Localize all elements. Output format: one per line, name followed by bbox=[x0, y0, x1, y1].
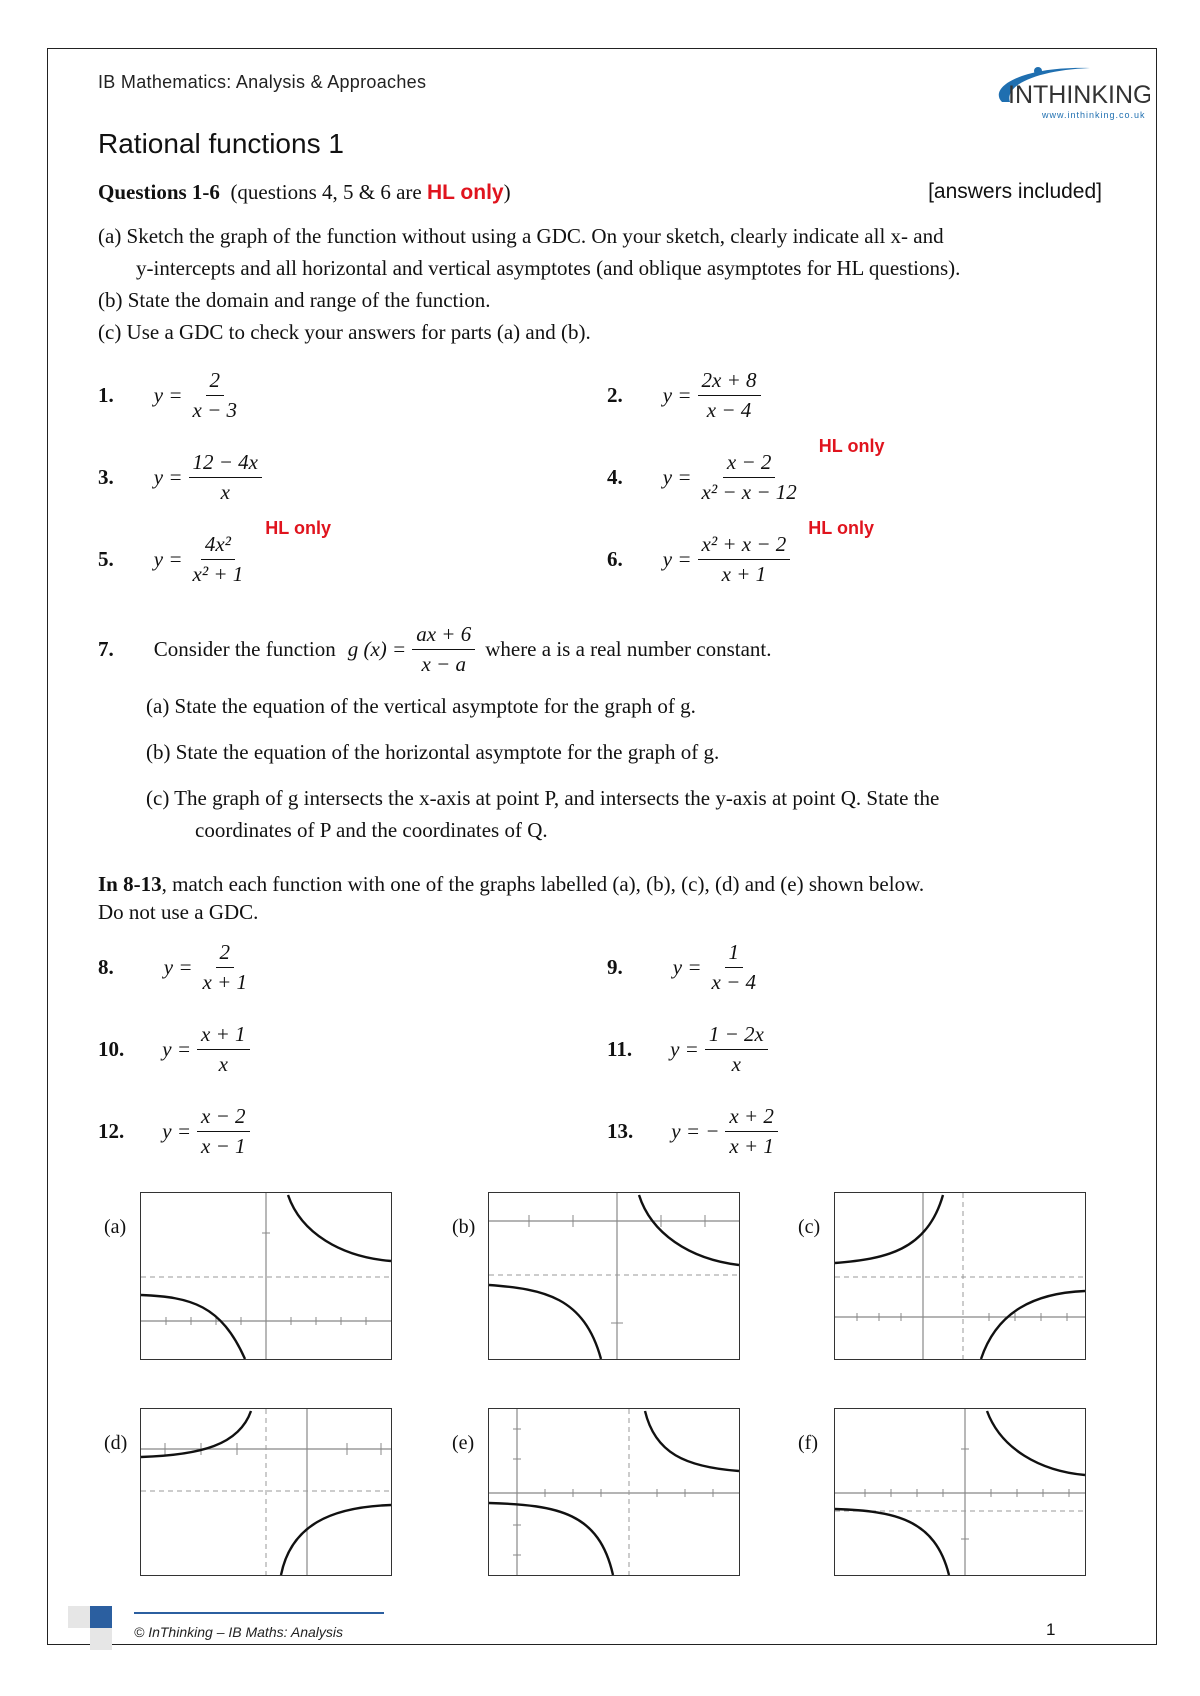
denominator: x − 3 bbox=[192, 398, 237, 422]
equation-lhs: y = bbox=[153, 547, 183, 571]
problem-4 bbox=[607, 436, 885, 505]
problem-number: 10. bbox=[98, 1037, 125, 1061]
questions-label: Questions 1-6 bbox=[98, 180, 220, 204]
problem-number: 7. bbox=[98, 637, 114, 661]
graph-a bbox=[140, 1192, 392, 1360]
footer-squares bbox=[68, 1606, 118, 1661]
page-title: Rational functions 1 bbox=[98, 128, 344, 159]
problem-number: 13. bbox=[607, 1119, 634, 1143]
inthinking-logo bbox=[980, 58, 1150, 128]
equation-lhs: y = bbox=[672, 955, 702, 979]
q7-intro: Consider the function bbox=[153, 637, 336, 661]
numerator: x² + x − 2 bbox=[698, 532, 791, 560]
graph-label-c: (c) bbox=[798, 1216, 821, 1238]
page-number: 1 bbox=[1046, 1620, 1056, 1639]
denominator: x bbox=[220, 480, 230, 504]
problem-number: 6. bbox=[607, 547, 623, 571]
problem-6 bbox=[607, 518, 874, 587]
problem-1 bbox=[98, 368, 241, 423]
problem-number: 2. bbox=[607, 383, 623, 407]
denominator: x + 1 bbox=[202, 970, 247, 994]
q7-part-c-cont: coordinates of P and the coordinates of Q. bbox=[195, 818, 548, 842]
match-intro-line2: Do not use a GDC. bbox=[98, 900, 259, 924]
match-intro-bold: In 8-13 bbox=[98, 872, 162, 896]
equation-lhs: y = bbox=[662, 547, 692, 571]
graph-label-d: (d) bbox=[104, 1432, 128, 1454]
logo-url: www.inthinking.co.uk bbox=[1042, 110, 1146, 120]
graph-c bbox=[834, 1192, 1086, 1360]
numerator: x − 2 bbox=[723, 450, 776, 478]
graph-label-f: (f) bbox=[798, 1432, 818, 1454]
hl-only-badge: HL only bbox=[818, 436, 885, 456]
problem-7 bbox=[98, 622, 772, 677]
q7-rest: where a is a real number constant. bbox=[485, 637, 772, 661]
graph-f bbox=[834, 1408, 1086, 1576]
numerator: 4x² bbox=[201, 532, 235, 560]
numerator: 1 bbox=[725, 940, 744, 968]
equation-lhs: y = bbox=[163, 955, 193, 979]
numerator: x + 2 bbox=[725, 1104, 778, 1132]
denominator: x − 4 bbox=[706, 398, 752, 422]
problem-number: 1. bbox=[98, 383, 114, 407]
problem-11 bbox=[607, 1022, 768, 1077]
equation-lhs: y = − bbox=[671, 1119, 720, 1143]
denominator: x² − x − 12 bbox=[701, 480, 797, 504]
footer-copyright: © InThinking – IB Maths: Analysis bbox=[134, 1624, 343, 1640]
equation-lhs: y = bbox=[662, 465, 692, 489]
q7-part-c: (c) The graph of g intersects the x-axis at point P, and intersects the y-axis at point Q. State the bbox=[146, 786, 940, 810]
graph-label-b: (b) bbox=[452, 1216, 476, 1238]
graph-b bbox=[488, 1192, 740, 1360]
denominator: x bbox=[218, 1052, 228, 1076]
problem-number: 5. bbox=[98, 547, 114, 571]
problem-9 bbox=[607, 940, 760, 995]
instruction-c: (c) Use a GDC to check your answers for parts (a) and (b). bbox=[98, 320, 591, 344]
numerator: x − 2 bbox=[197, 1104, 250, 1132]
problem-number: 11. bbox=[607, 1037, 633, 1061]
graph-label-e: (e) bbox=[452, 1432, 475, 1454]
answers-included: [answers included] bbox=[928, 180, 1102, 203]
questions-header bbox=[98, 180, 511, 205]
denominator: x − a bbox=[421, 652, 466, 676]
equation-lhs: y = bbox=[670, 1037, 699, 1061]
instruction-b: (b) State the domain and range of the function. bbox=[98, 288, 491, 312]
hl-only-badge: HL only bbox=[808, 518, 874, 538]
problem-10 bbox=[98, 1022, 250, 1077]
problem-number: 3. bbox=[98, 465, 114, 489]
course-title: IB Mathematics: Analysis & Approaches bbox=[98, 72, 427, 92]
numerator: x + 1 bbox=[197, 1022, 250, 1050]
instruction-a-cont: y-intercepts and all horizontal and vertical asymptotes (and oblique asymptotes for HL questions). bbox=[136, 256, 961, 280]
problem-number: 8. bbox=[98, 955, 114, 979]
problem-2 bbox=[607, 368, 761, 423]
match-intro-line1: , match each function with one of the graphs labelled (a), (b), (c), (d) and (e) shown below. bbox=[161, 872, 925, 896]
questions-note-post: ) bbox=[503, 180, 511, 204]
problem-number: 12. bbox=[98, 1119, 125, 1143]
problem-number: 9. bbox=[607, 955, 623, 979]
denominator: x − 1 bbox=[201, 1134, 246, 1158]
problem-13 bbox=[607, 1104, 778, 1159]
graph-e bbox=[488, 1408, 740, 1576]
equation-lhs: y = bbox=[153, 383, 183, 407]
footer-rule bbox=[134, 1612, 384, 1614]
numerator: 2 bbox=[206, 368, 225, 396]
numerator: 2x + 8 bbox=[698, 368, 761, 396]
problem-number: 4. bbox=[607, 465, 623, 489]
equation-lhs: y = bbox=[662, 383, 692, 407]
questions-note-hl: HL only bbox=[426, 181, 504, 204]
match-intro bbox=[98, 872, 924, 897]
problem-3 bbox=[98, 450, 262, 505]
questions-note-pre: (questions 4, 5 & 6 are bbox=[230, 180, 427, 204]
graph-label-a: (a) bbox=[104, 1216, 127, 1238]
equation-lhs: y = bbox=[162, 1037, 191, 1061]
numerator: ax + 6 bbox=[412, 622, 475, 650]
denominator: x² + 1 bbox=[192, 562, 244, 586]
logo-wordmark: INTHINKING bbox=[1008, 81, 1150, 109]
numerator: 1 − 2x bbox=[705, 1022, 768, 1050]
numerator: 2 bbox=[216, 940, 235, 968]
denominator: x − 4 bbox=[711, 970, 756, 994]
hl-only-badge: HL only bbox=[265, 518, 331, 538]
problem-8 bbox=[98, 940, 251, 995]
graph-d bbox=[140, 1408, 392, 1576]
q7-part-b: (b) State the equation of the horizontal asymptote for the graph of g. bbox=[146, 740, 720, 764]
denominator: x + 1 bbox=[721, 562, 767, 586]
equation-lhs: g (x) = bbox=[347, 637, 407, 661]
instruction-a: (a) Sketch the graph of the function without using a GDC. On your sketch, clearly indicate all x- and bbox=[98, 224, 944, 248]
equation-lhs: y = bbox=[153, 465, 183, 489]
problem-5 bbox=[98, 518, 331, 587]
numerator: 12 − 4x bbox=[189, 450, 263, 478]
denominator: x + 1 bbox=[729, 1134, 774, 1158]
q7-part-a: (a) State the equation of the vertical asymptote for the graph of g. bbox=[146, 694, 696, 718]
equation-lhs: y = bbox=[162, 1119, 191, 1143]
denominator: x bbox=[731, 1052, 741, 1076]
problem-12 bbox=[98, 1104, 250, 1159]
